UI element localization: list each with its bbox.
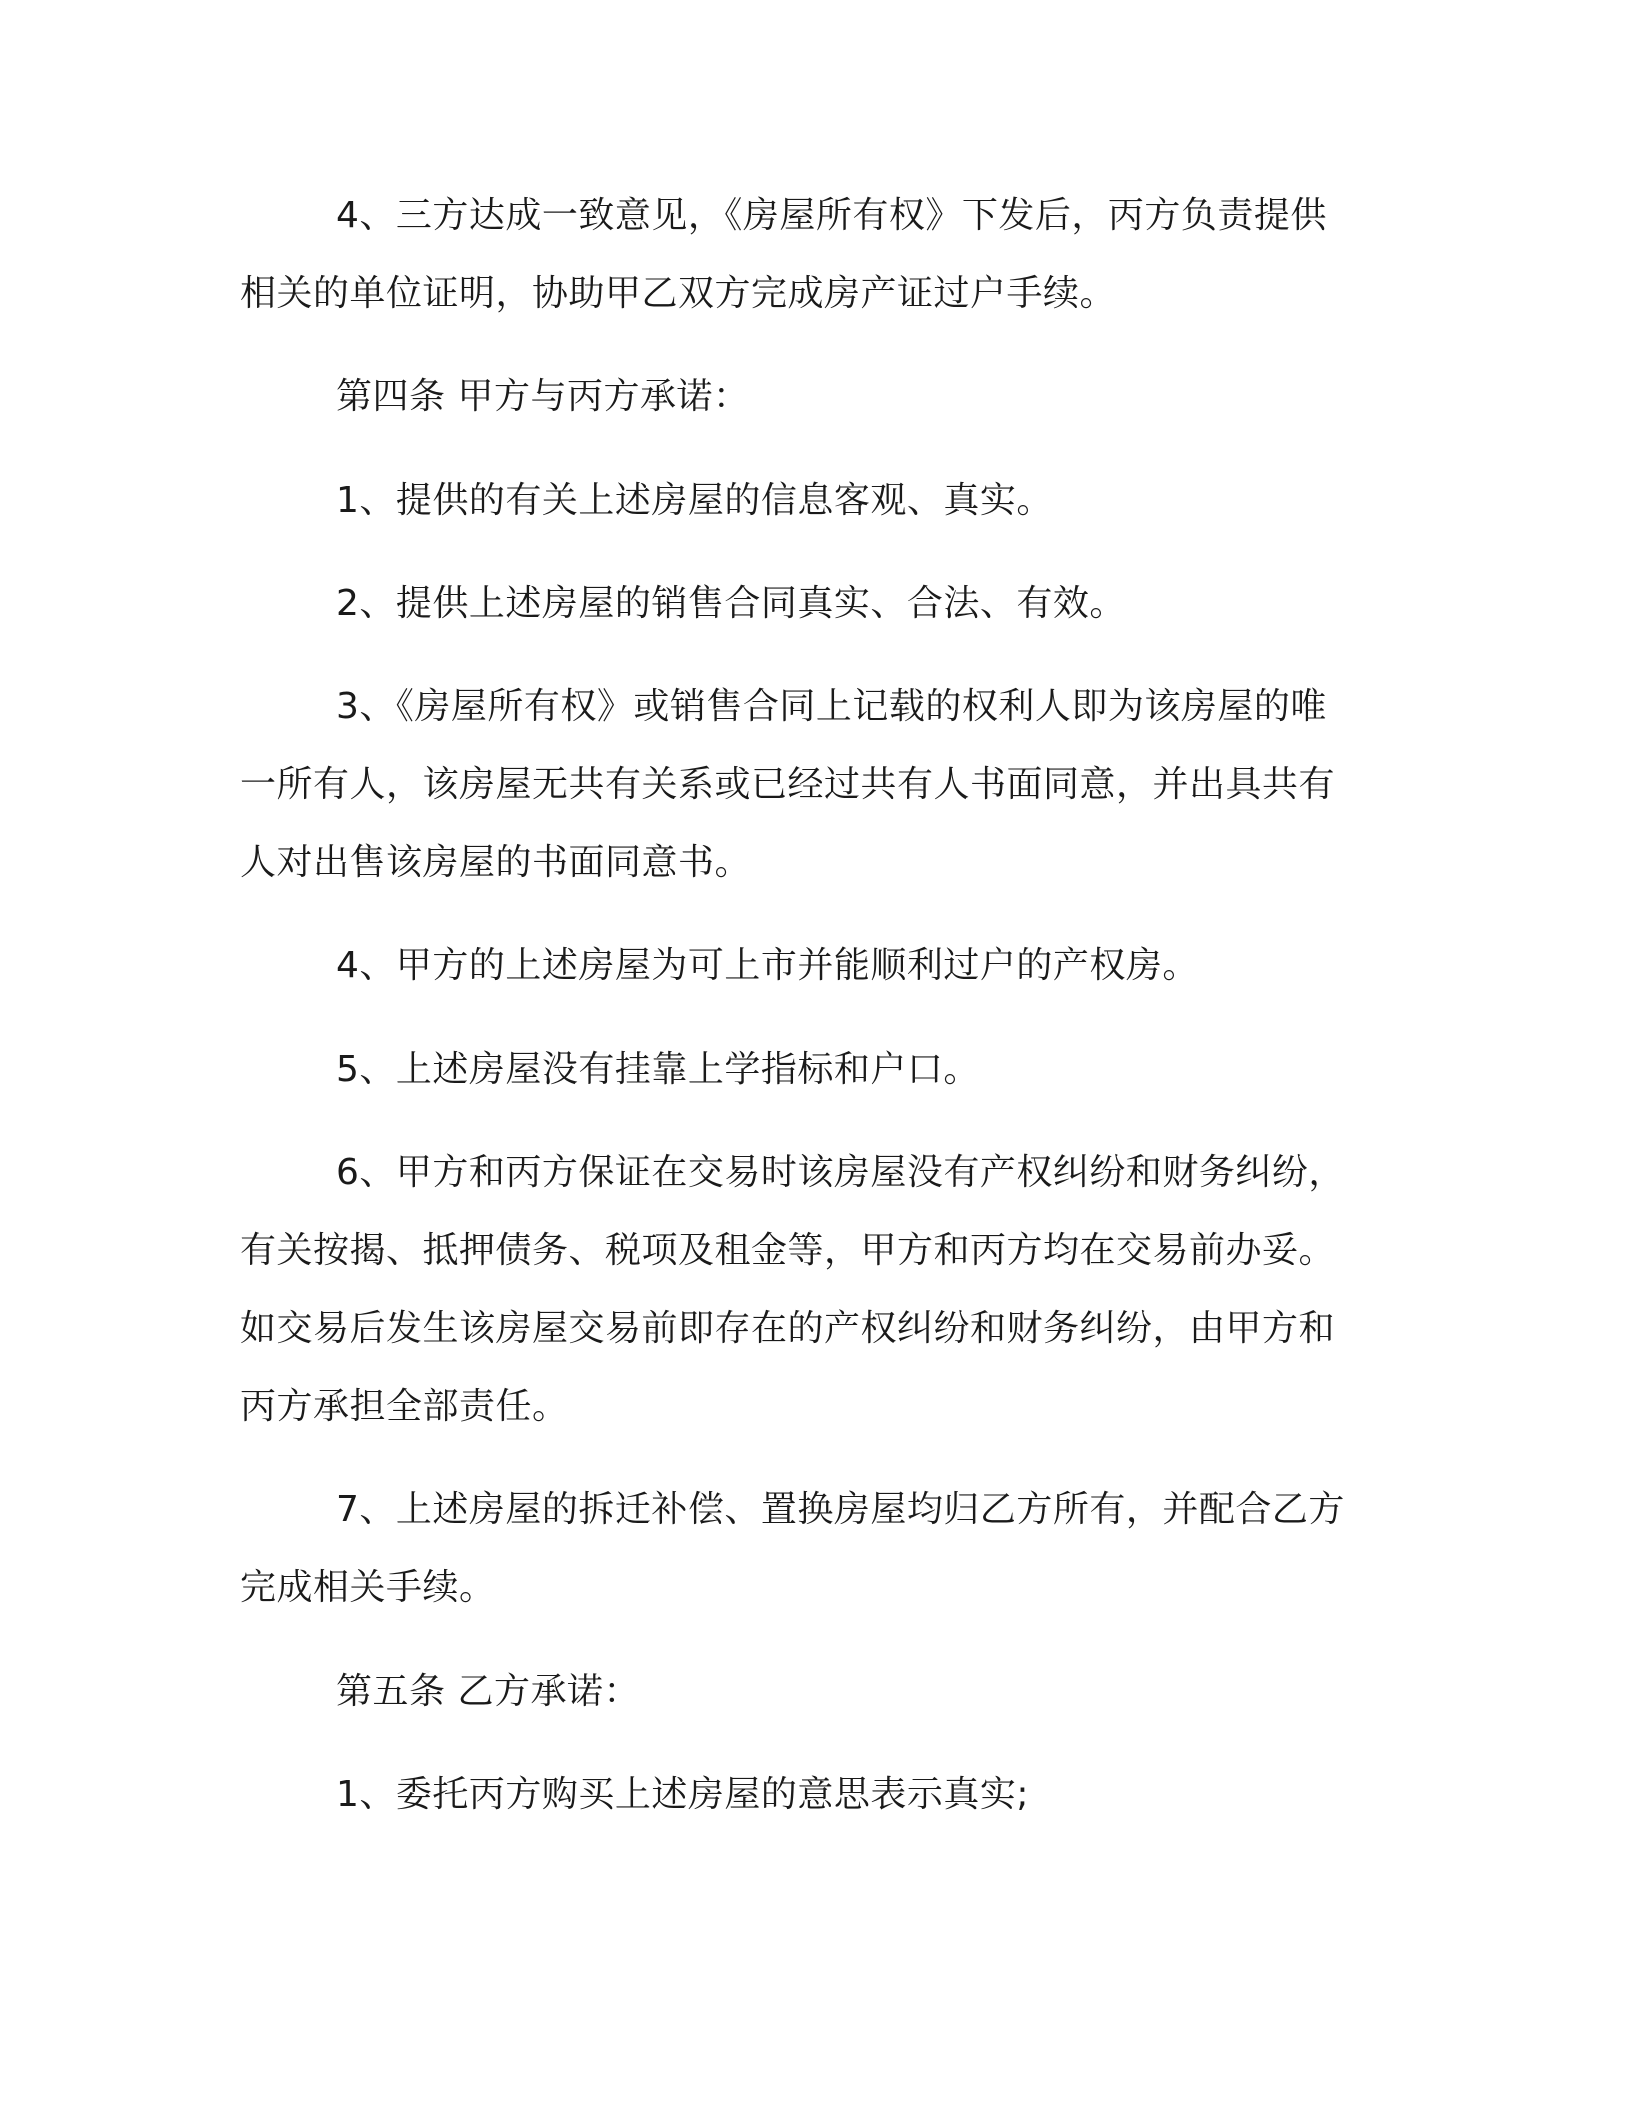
article-4-item-7-line-1: 7、上述房屋的拆迁补偿、置换房屋均归乙方所有，并配合乙方 [336, 1489, 1345, 1530]
article-4-item-7-line-2: 完成相关手续。 [240, 1567, 496, 1608]
article-4-item-6-line-1: 6、甲方和丙方保证在交易时该房屋没有产权纠纷和财务纠纷， [336, 1152, 1345, 1193]
article-4-item-5: 5、上述房屋没有挂靠上学指标和户口。 [336, 1049, 980, 1090]
article-4-item-2: 2、提供上述房屋的销售合同真实、合法、有效。 [336, 583, 1126, 624]
article-4-item-1: 1、提供的有关上述房屋的信息客观、真实。 [336, 480, 1053, 521]
article-4-heading: 第四条 甲方与丙方承诺： [336, 376, 750, 417]
article-4-item-3-line-1: 3、《房屋所有权》或销售合同上记载的权利人即为该房屋的唯 [336, 686, 1327, 727]
article-5-heading: 第五条 乙方承诺： [336, 1671, 640, 1712]
clause-3-item-4-line-1: 4、三方达成一致意见，《房屋所有权》下发后，丙方负责提供 [336, 195, 1327, 236]
article-4-item-3-line-2: 一所有人，该房屋无共有关系或已经过共有人书面同意，并出具共有 [240, 764, 1336, 805]
article-4-item-6-line-2: 有关按揭、抵押债务、税项及租金等，甲方和丙方均在交易前办妥。 [240, 1230, 1336, 1271]
article-4-item-3-line-3: 人对出售该房屋的书面同意书。 [240, 842, 752, 883]
article-5-item-1: 1、委托丙方购买上述房屋的意思表示真实; [336, 1774, 1030, 1815]
article-4-item-4: 4、甲方的上述房屋为可上市并能顺利过户的产权房。 [336, 945, 1199, 986]
article-4-item-6-line-3: 如交易后发生该房屋交易前即存在的产权纠纷和财务纠纷，由甲方和 [240, 1308, 1336, 1349]
article-4-item-6-line-4: 丙方承担全部责任。 [240, 1386, 569, 1427]
clause-3-item-4-line-2: 相关的单位证明，协助甲乙双方完成房产证过户手续。 [240, 273, 1117, 314]
